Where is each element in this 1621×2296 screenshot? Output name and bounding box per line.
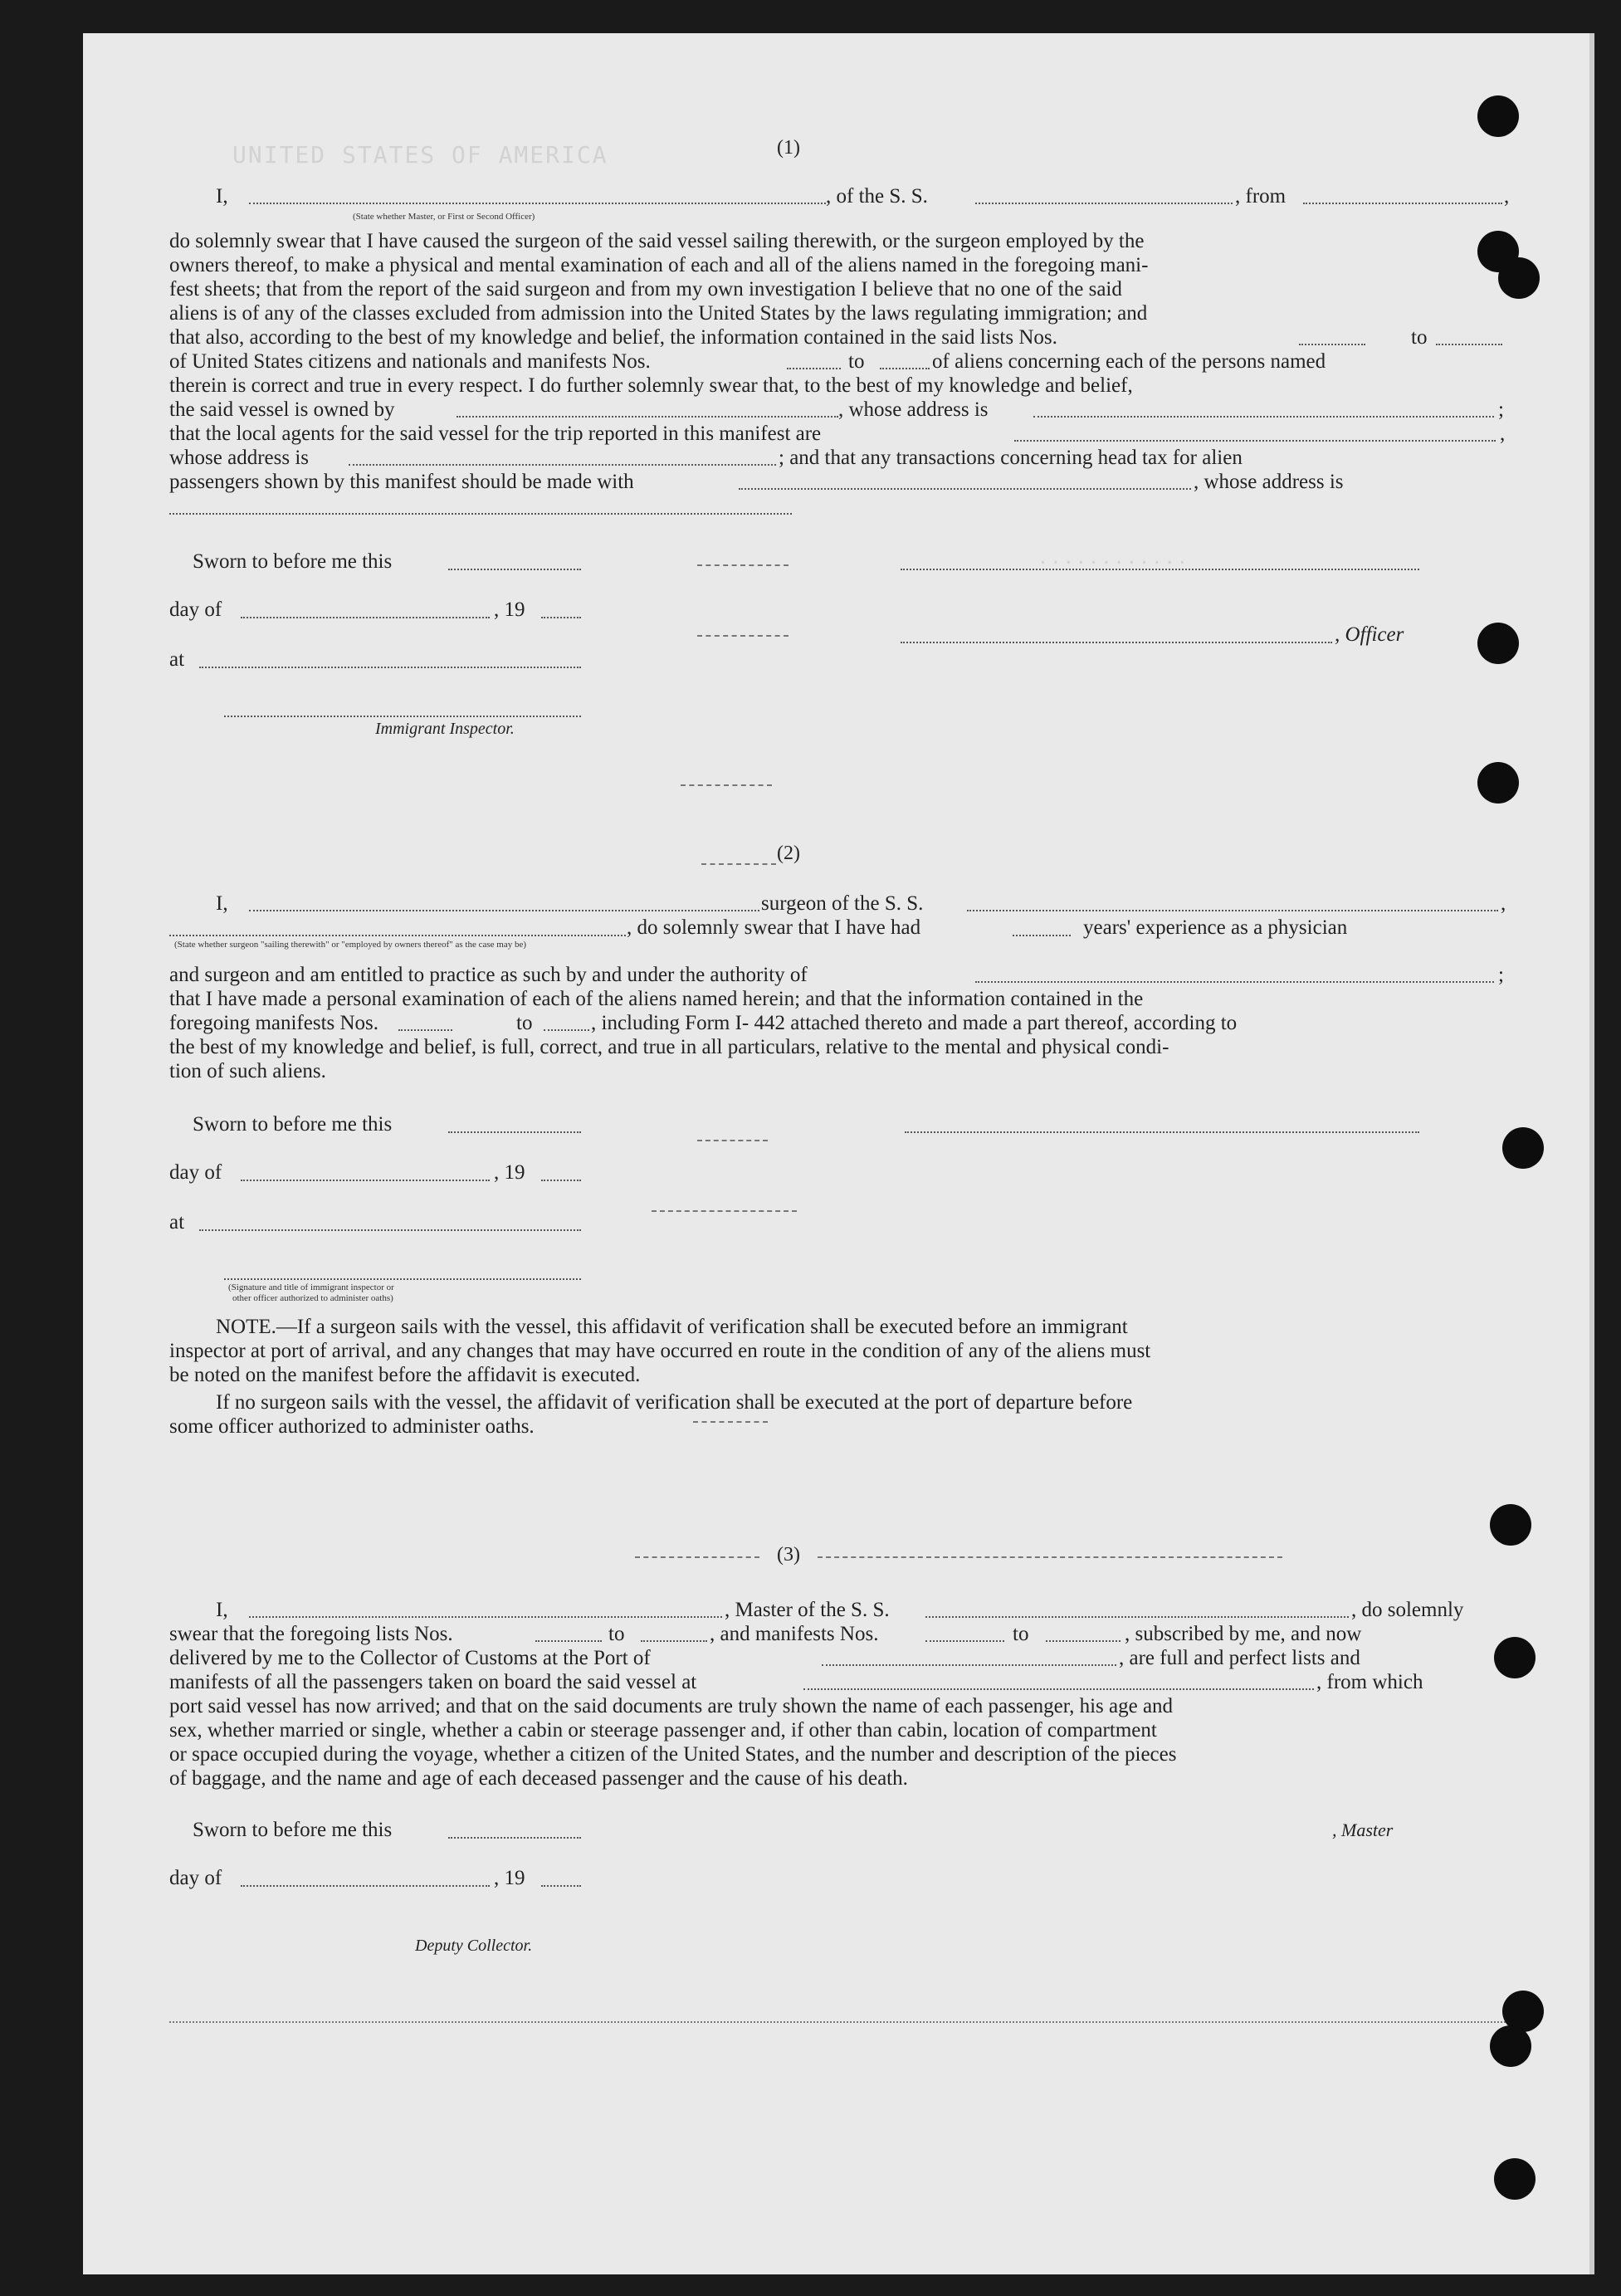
note-line-4: If no surgeon sails with the vessel, the affidavit of verification shall be executed at the port of departure before xyxy=(216,1391,1133,1414)
punch-hole-5 xyxy=(1477,762,1519,804)
bottom-rule xyxy=(169,2021,1506,2023)
s1-manifests-to[interactable] xyxy=(880,368,930,369)
s3-year-field[interactable] xyxy=(541,1885,581,1887)
s1-comma: , xyxy=(1500,423,1506,445)
s2-sig-note-1: (Signature and title of immigrant inspector or xyxy=(228,1282,394,1292)
s2-line-1: and surgeon and am entitled to practice as such by and under the authority of xyxy=(169,964,808,986)
s2-dash-2 xyxy=(652,1210,797,1212)
s1-dash-3 xyxy=(681,784,772,786)
s3-master-name-field[interactable] xyxy=(249,1616,722,1618)
s1-manifests-from[interactable] xyxy=(787,368,841,369)
s3-line-6: sex, whether married or single, whether a cabin or steerage passenger and, if other than cabin, location of compartment xyxy=(169,1719,1157,1742)
s1-line-8: the said vessel is owned by xyxy=(169,398,395,421)
s1-nineteen: , 19 xyxy=(494,598,525,621)
s3-line-3a: delivered by me to the Collector of Customs at the Port of xyxy=(169,1647,651,1669)
section-1-number: (1) xyxy=(777,137,800,159)
s1-to-1: to xyxy=(1411,326,1428,349)
punch-hole-7 xyxy=(1490,1504,1531,1546)
s3-sworn-field[interactable] xyxy=(448,1837,581,1839)
s2-sig-field-right[interactable] xyxy=(905,1131,1419,1133)
s1-line-6: of United States citizens and nationals and manifests Nos. xyxy=(169,350,651,373)
s1-inspector: Immigrant Inspector. xyxy=(375,720,515,738)
s2-authority-field[interactable] xyxy=(975,981,1494,983)
s1-line-10: whose address is xyxy=(169,447,310,469)
s2-sworn: Sworn to before me this xyxy=(193,1113,393,1136)
s3-from-which: , from which xyxy=(1316,1671,1423,1693)
s1-from-field[interactable] xyxy=(1303,203,1502,204)
s1-semicolon: ; xyxy=(1498,398,1504,421)
s2-surgeon-of: surgeon of the S. S. xyxy=(761,892,924,915)
punch-hole-10 xyxy=(1490,2025,1531,2067)
s1-sworn-field[interactable] xyxy=(448,569,581,570)
s3-master: , Master xyxy=(1332,1820,1394,1840)
s3-day-of: day of xyxy=(169,1867,222,1889)
s1-line-1: do solemnly swear that I have caused the surgeon of the said vessel sailing therewith, or the surgeon employed by the xyxy=(169,230,1145,252)
s3-do-solemnly: , do solemnly xyxy=(1351,1599,1464,1621)
s2-sworn-field[interactable] xyxy=(448,1131,581,1133)
s2-year-field[interactable] xyxy=(541,1180,581,1181)
punch-hole-11 xyxy=(1494,2158,1536,2200)
s3-line-7: or space occupied during the voyage, whether a citizen of the United States, and the number and description of the pieces xyxy=(169,1743,1177,1766)
s3-to-2: to xyxy=(1013,1623,1029,1645)
s3-embark-field[interactable] xyxy=(803,1688,1314,1690)
s3-line-2a: swear that the foregoing lists Nos. xyxy=(169,1623,453,1645)
s1-dash-1 xyxy=(697,564,789,566)
s1-officer-field-2[interactable] xyxy=(901,642,1332,643)
s1-lists-from[interactable] xyxy=(1299,344,1365,345)
s2-line-5: tion of such aliens. xyxy=(169,1060,326,1082)
s1-line-5: that also, according to the best of my knowledge and belief, the information contained in the said lists Nos. xyxy=(169,326,1057,349)
s2-comma: , xyxy=(1501,892,1506,915)
s3-ship-field[interactable] xyxy=(925,1616,1349,1618)
s1-officer-field[interactable] xyxy=(249,203,826,204)
s3-line-5: port said vessel has now arrived; and that on the said documents are truly shown the name of each passenger, his age and xyxy=(169,1695,1174,1717)
bleed-through-header: UNITED STATES OF AMERICA xyxy=(232,141,608,169)
s1-of-aliens: of aliens concerning each of the persons named xyxy=(932,350,1326,373)
s3-line-4a: manifests of all the passengers taken on board the said vessel at xyxy=(169,1671,697,1693)
s3-rule-right xyxy=(818,1556,1282,1558)
s2-capacity-field[interactable] xyxy=(169,935,626,936)
s1-whose-address: , whose address is xyxy=(838,398,989,421)
s1-day-of: day of xyxy=(169,598,222,621)
note-dash xyxy=(693,1421,768,1423)
s1-line-9: that the local agents for the said vessel for the trip reported in this manifest are xyxy=(169,423,822,445)
note-line-1: NOTE.—If a surgeon sails with the vessel, this affidavit of verification shall be executed before an immigrant xyxy=(216,1316,1128,1338)
s2-surgeon-note: (State whether surgeon "sailing therewith" or "employed by owners thereof" as the case may be) xyxy=(174,940,527,950)
s1-line-2: owners thereof, to make a physical and mental examination of each and all of the aliens named in the foregoing mani- xyxy=(169,254,1149,276)
punch-hole-1 xyxy=(1477,95,1519,137)
s1-lists-to[interactable] xyxy=(1436,344,1502,345)
s2-sig-field[interactable] xyxy=(224,1278,581,1280)
s1-ship-field[interactable] xyxy=(975,203,1233,204)
s1-line-7: therein is correct and true in every respect. I do further solemnly swear that, to the best of my knowledge and belief, xyxy=(169,374,1133,397)
section-3-number: (3) xyxy=(777,1544,800,1566)
s3-master-of: , Master of the S. S. xyxy=(725,1599,890,1621)
s1-head-tax-field[interactable] xyxy=(739,488,1191,490)
s1-at: at xyxy=(169,648,185,671)
s2-day-of: day of xyxy=(169,1161,222,1184)
s3-deputy: Deputy Collector. xyxy=(415,1937,533,1955)
s1-dash-2 xyxy=(697,635,789,637)
s2-manifests-from[interactable] xyxy=(398,1029,452,1031)
s3-sworn: Sworn to before me this xyxy=(193,1819,393,1841)
s3-full-perfect: , are full and perfect lists and xyxy=(1119,1647,1360,1669)
s1-owner-field[interactable] xyxy=(457,416,838,418)
punch-hole-8 xyxy=(1494,1637,1536,1678)
s2-nineteen: , 19 xyxy=(494,1161,525,1184)
s1-line-11: passengers shown by this manifest should be made with xyxy=(169,471,634,493)
s2-surgeon-name-field[interactable] xyxy=(249,910,759,911)
form-sheet xyxy=(83,33,1594,2274)
s2-dash-1 xyxy=(697,1140,768,1141)
s1-head-tax: ; and that any transactions concerning head tax for alien xyxy=(779,447,1243,469)
s2-years: years' experience as a physician xyxy=(1083,916,1348,939)
s1-from: , from xyxy=(1235,185,1287,208)
s1-head-tax-address-field[interactable] xyxy=(169,513,792,515)
s2-to: to xyxy=(516,1012,533,1034)
s1-i: I, xyxy=(216,185,228,208)
s2-semicolon: ; xyxy=(1498,964,1504,986)
s2-at-field[interactable] xyxy=(199,1229,581,1231)
note-line-2: inspector at port of arrival, and any changes that may have occurred en route in the condition of any of the aliens must xyxy=(169,1340,1151,1362)
s1-line-3: fest sheets; that from the report of the said surgeon and from my own investigation I believe that no one of the said xyxy=(169,278,1122,300)
s2-at: at xyxy=(169,1211,185,1233)
s1-agents-field[interactable] xyxy=(1014,440,1496,442)
s1-officer: , Officer xyxy=(1335,623,1404,646)
s2-sig-note-2: other officer authorized to administer oaths) xyxy=(232,1293,393,1303)
s1-at-field[interactable] xyxy=(199,667,581,668)
s3-and-manifests: , and manifests Nos. xyxy=(710,1623,879,1645)
s2-years-field[interactable] xyxy=(1013,935,1071,936)
s2-line-2: that I have made a personal examination of each of the aliens named herein; and that the information contained in the xyxy=(169,988,1144,1010)
s2-form-text: , including Form I- 442 attached thereto and made a part thereof, according to xyxy=(591,1012,1238,1034)
punch-hole-4 xyxy=(1477,623,1519,664)
s3-i: I, xyxy=(216,1599,228,1621)
note-line-5: some officer authorized to administer oaths. xyxy=(169,1415,535,1438)
s2-do-swear: , do solemnly swear that I have had xyxy=(627,916,921,939)
s2-day-field[interactable] xyxy=(241,1180,490,1181)
s1-year-field[interactable] xyxy=(541,617,581,618)
s1-agents-address-field[interactable] xyxy=(349,464,776,466)
bleed-through-column: ............ xyxy=(1038,548,1189,569)
s3-line-8: of baggage, and the name and age of each deceased passenger and the cause of his death. xyxy=(169,1767,908,1790)
s2-manifests-to[interactable] xyxy=(544,1029,589,1031)
s1-to-2: to xyxy=(848,350,865,373)
s1-day-field[interactable] xyxy=(241,617,490,618)
s3-to-1: to xyxy=(608,1623,625,1645)
s2-i: I, xyxy=(216,892,228,915)
s3-day-field[interactable] xyxy=(241,1885,490,1887)
s3-port-field[interactable] xyxy=(822,1664,1116,1666)
s1-end-comma: , xyxy=(1504,185,1510,208)
section-2-number: (2) xyxy=(777,843,800,864)
s1-line-4: aliens is of any of the classes excluded from admission into the United States by the laws regulating immigration; and xyxy=(169,302,1148,325)
s3-manifests-to[interactable] xyxy=(1046,1640,1121,1642)
s2-ship-field[interactable] xyxy=(967,910,1498,911)
s3-lists-from[interactable] xyxy=(535,1640,602,1642)
note-line-3: be noted on the manifest before the affidavit is executed. xyxy=(169,1364,641,1386)
s1-whose-address-end: , whose address is xyxy=(1194,471,1344,493)
s1-master-note: (State whether Master, or First or Second Officer) xyxy=(353,212,535,222)
punch-hole-6 xyxy=(1502,1127,1544,1169)
s1-owner-address-field[interactable] xyxy=(1033,416,1494,418)
s1-sworn: Sworn to before me this xyxy=(193,550,393,573)
s3-subscribed: , subscribed by me, and now xyxy=(1125,1623,1362,1645)
s3-lists-to[interactable] xyxy=(641,1640,707,1642)
s1-of-ss: , of the S. S. xyxy=(826,185,928,208)
punch-hole-3 xyxy=(1498,257,1540,299)
s2-line-3: foregoing manifests Nos. xyxy=(169,1012,379,1034)
s1-officer-sig-field[interactable] xyxy=(901,569,1419,570)
s3-manifests-from[interactable] xyxy=(925,1640,1004,1642)
s3-nineteen: , 19 xyxy=(494,1867,525,1889)
s2-line-4: the best of my knowledge and belief, is full, correct, and true in all particulars, relative to the mental and physical condi- xyxy=(169,1036,1169,1058)
